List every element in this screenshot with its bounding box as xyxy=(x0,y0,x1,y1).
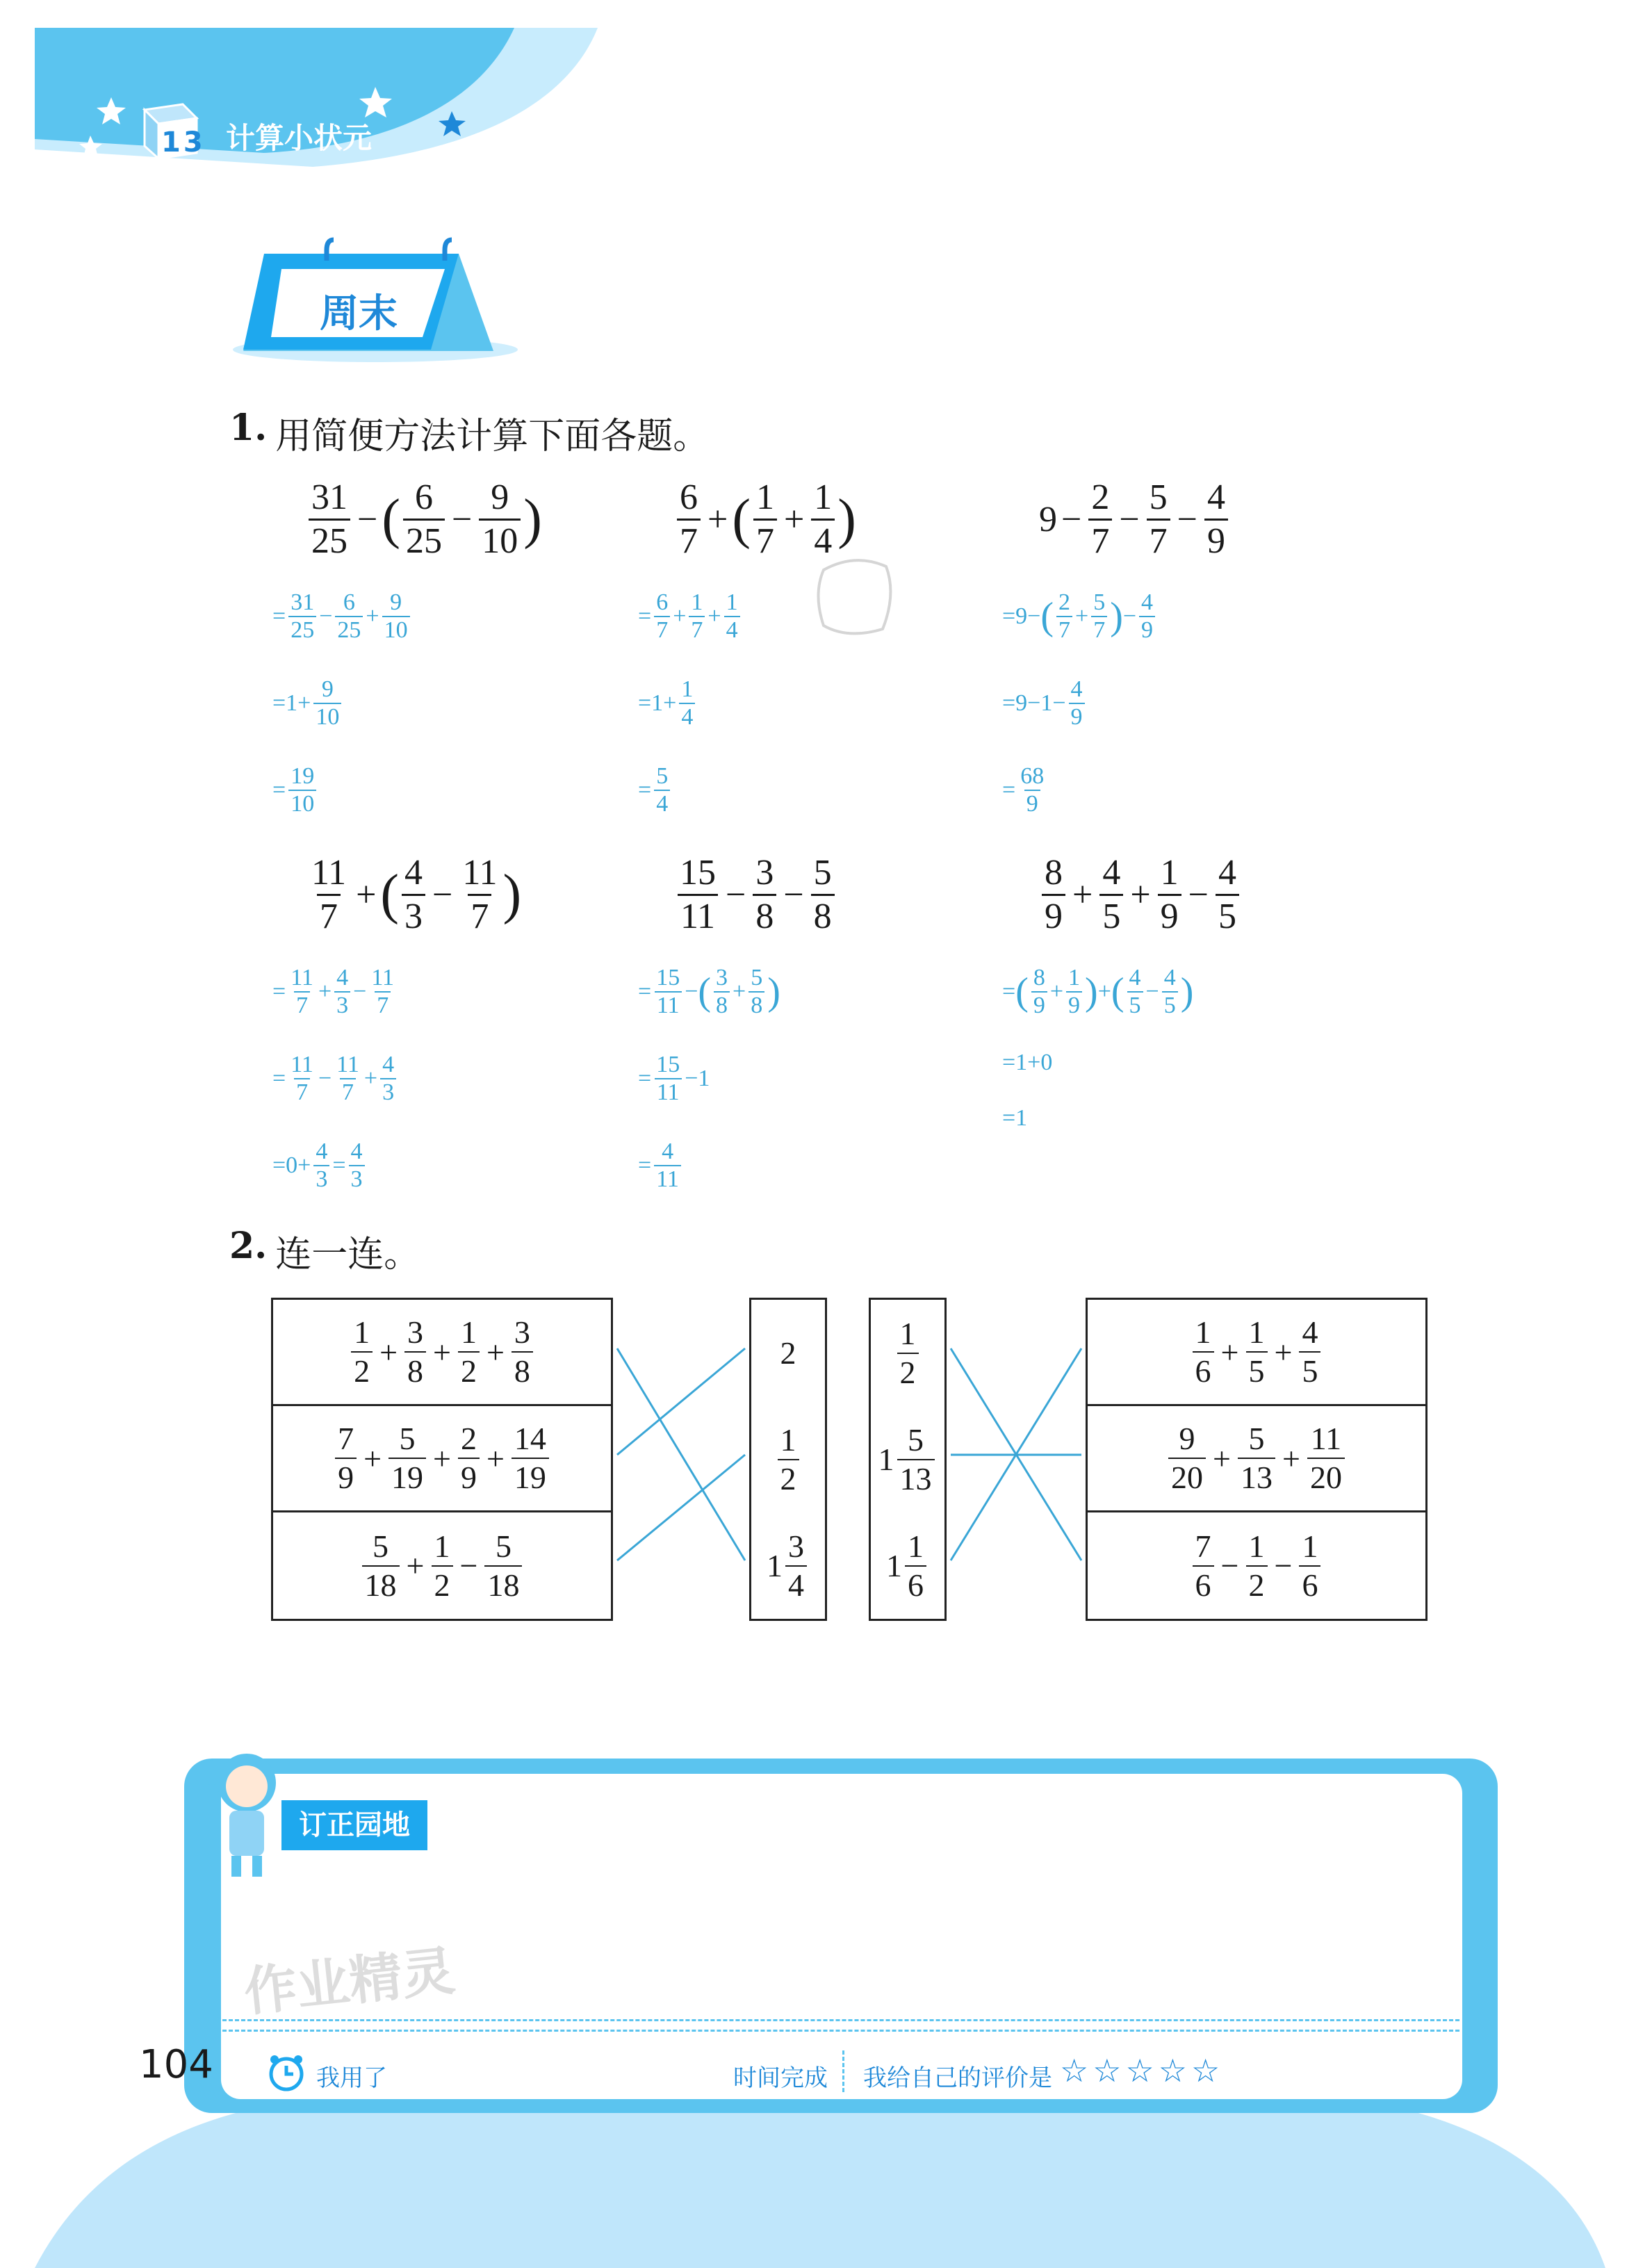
problem-3-step-3: = $\frac{68}{9}$ xyxy=(1002,763,1045,817)
problem-6-expression: $\frac{8}{9}$ + $\frac{4}{5}$ + $\frac{1}{9}$ − $\frac{4}{5}$ xyxy=(1039,855,1242,935)
problem-1-step-3: = $\frac{19}{10}$ xyxy=(272,765,319,816)
problem-3-step-2: =9−1− $\frac{4}{9}$ xyxy=(1002,678,1088,729)
rating-label: 我给自己的评价是 xyxy=(863,2064,1052,2092)
right-result-2[interactable]: 1 $\frac{5}{13}$ xyxy=(871,1406,944,1512)
left-result-2[interactable]: $\frac{1}{2}$ xyxy=(751,1406,825,1512)
right-expr-2[interactable]: $\frac{9}{20}$ + $\frac{5}{13}$ + $\frac{11}{20}$ xyxy=(1088,1406,1425,1512)
problem-1-step-2: =1+ $\frac{9}{10}$ xyxy=(272,678,344,729)
line-left-3 xyxy=(617,1455,745,1560)
problem-4-step-2: = $\frac{11}{7}$ − $\frac{11}{7}$ + $\frac{4}{3}$ xyxy=(272,1053,399,1104)
clock-icon xyxy=(268,2054,305,2091)
problem-3-step-1: =9− ( $\frac{2}{7}$ + $\frac{5}{7}$ ) − $\frac{4}{9}$ xyxy=(1002,591,1158,642)
q1-number: 1. xyxy=(229,407,268,449)
left-expr-3[interactable]: $\frac{5}{18}$ + $\frac{1}{2}$ − $\frac{5}{18}$ xyxy=(273,1512,611,1619)
q2-prompt: 连一连。 xyxy=(275,1234,420,1275)
problem-6-step-3: =1 xyxy=(1002,1105,1028,1131)
section-label: 周末 xyxy=(320,291,398,336)
dashed-divider-1 xyxy=(222,2019,1459,2021)
right-expr-1[interactable]: $\frac{1}{6}$ + $\frac{1}{5}$ + $\frac{4}{5}$ xyxy=(1088,1300,1425,1406)
problem-5-step-3: = $\frac{4}{11}$ xyxy=(638,1140,684,1191)
watermark: 作业精灵 xyxy=(240,1939,458,2023)
line-left-2 xyxy=(617,1348,745,1455)
problem-5-step-1: = $\frac{15}{11}$ − ( $\frac{3}{8}$ + $\frac{5}{8}$ ) xyxy=(638,965,780,1018)
logo-digits: 13 xyxy=(161,127,206,158)
q2-number: 2. xyxy=(229,1225,268,1267)
left-expr-1[interactable]: $\frac{1}{2}$ + $\frac{3}{8}$ + $\frac{1}{2}$ + $\frac{3}{8}$ xyxy=(273,1300,611,1406)
right-result-3[interactable]: 1 $\frac{1}{6}$ xyxy=(871,1512,944,1619)
used-label: 我用了 xyxy=(316,2064,387,2092)
footer-separator xyxy=(842,2050,844,2092)
problem-2-step-1: = $\frac{6}{7}$ + $\frac{1}{7}$ + $\frac{1}{4}$ xyxy=(638,591,743,642)
left-expr-2[interactable]: $\frac{7}{9}$ + $\frac{5}{19}$ + $\frac{2}{9}$ + $\frac{14}{19}$ xyxy=(273,1406,611,1512)
left-result-3[interactable]: 1 $\frac{3}{4}$ xyxy=(751,1512,825,1619)
problem-2-expression: $\frac{6}{7}$ + ( $\frac{1}{7}$ + $\frac{1}{4}$ ) xyxy=(674,480,856,560)
problem-2-step-3: = $\frac{5}{4}$ xyxy=(638,765,673,816)
problem-3-expression: 9 − $\frac{2}{7}$ − $\frac{5}{7}$ − $\frac{4}{9}$ xyxy=(1039,480,1231,560)
right-result-1[interactable]: $\frac{1}{2}$ xyxy=(871,1300,944,1406)
problem-4-step-1: = $\frac{11}{7}$ + $\frac{4}{3}$ − $\frac{11}{7}$ xyxy=(272,965,395,1018)
problem-1-expression: $\frac{31}{25}$ − ( $\frac{6}{25}$ − $\frac{9}{10}$ ) xyxy=(306,480,542,560)
page-number: 104 xyxy=(139,2042,213,2087)
problem-5-step-2: = $\frac{15}{11}$ −1 xyxy=(638,1052,710,1105)
time-label: 时间完成 xyxy=(733,2064,828,2092)
problem-4-expression: $\frac{11}{7}$ + ( $\frac{4}{3}$ − $\frac{11}{7}$ ) xyxy=(311,853,522,936)
rating-stars[interactable]: ☆☆☆☆☆ xyxy=(1060,2052,1225,2089)
q1-prompt: 用简便方法计算下面各题。 xyxy=(275,416,710,457)
girl-mascot-icon xyxy=(191,1745,295,1884)
problem-6-step-2: =1+0 xyxy=(1002,1050,1053,1075)
dashed-divider-2 xyxy=(222,2030,1459,2032)
problem-2-step-2: =1+ $\frac{1}{4}$ xyxy=(638,678,698,729)
right-expr-3[interactable]: $\frac{7}{6}$ − $\frac{1}{2}$ − $\frac{1}{6}$ xyxy=(1088,1512,1425,1619)
line-left-1 xyxy=(617,1348,745,1560)
problem-1-step-1: = $\frac{31}{25}$ − $\frac{6}{25}$ + $\frac{9}{10}$ xyxy=(272,591,413,642)
correction-title: 订正园地 xyxy=(281,1800,427,1850)
left-result-1[interactable]: 2 xyxy=(780,1335,796,1371)
problem-4-step-3: =0+ $\frac{4}{3}$ = $\frac{4}{3}$ xyxy=(272,1140,368,1191)
logo-title: 计算小状元 xyxy=(226,121,373,155)
problem-6-step-1: = ( $\frac{8}{9}$ + $\frac{1}{9}$ ) + ( $\frac{4}{5}$ − $\frac{4}{5}$ ) xyxy=(1002,965,1194,1018)
problem-5-expression: $\frac{15}{11}$ − $\frac{3}{8}$ − $\frac{5}{8}$ xyxy=(674,855,837,935)
